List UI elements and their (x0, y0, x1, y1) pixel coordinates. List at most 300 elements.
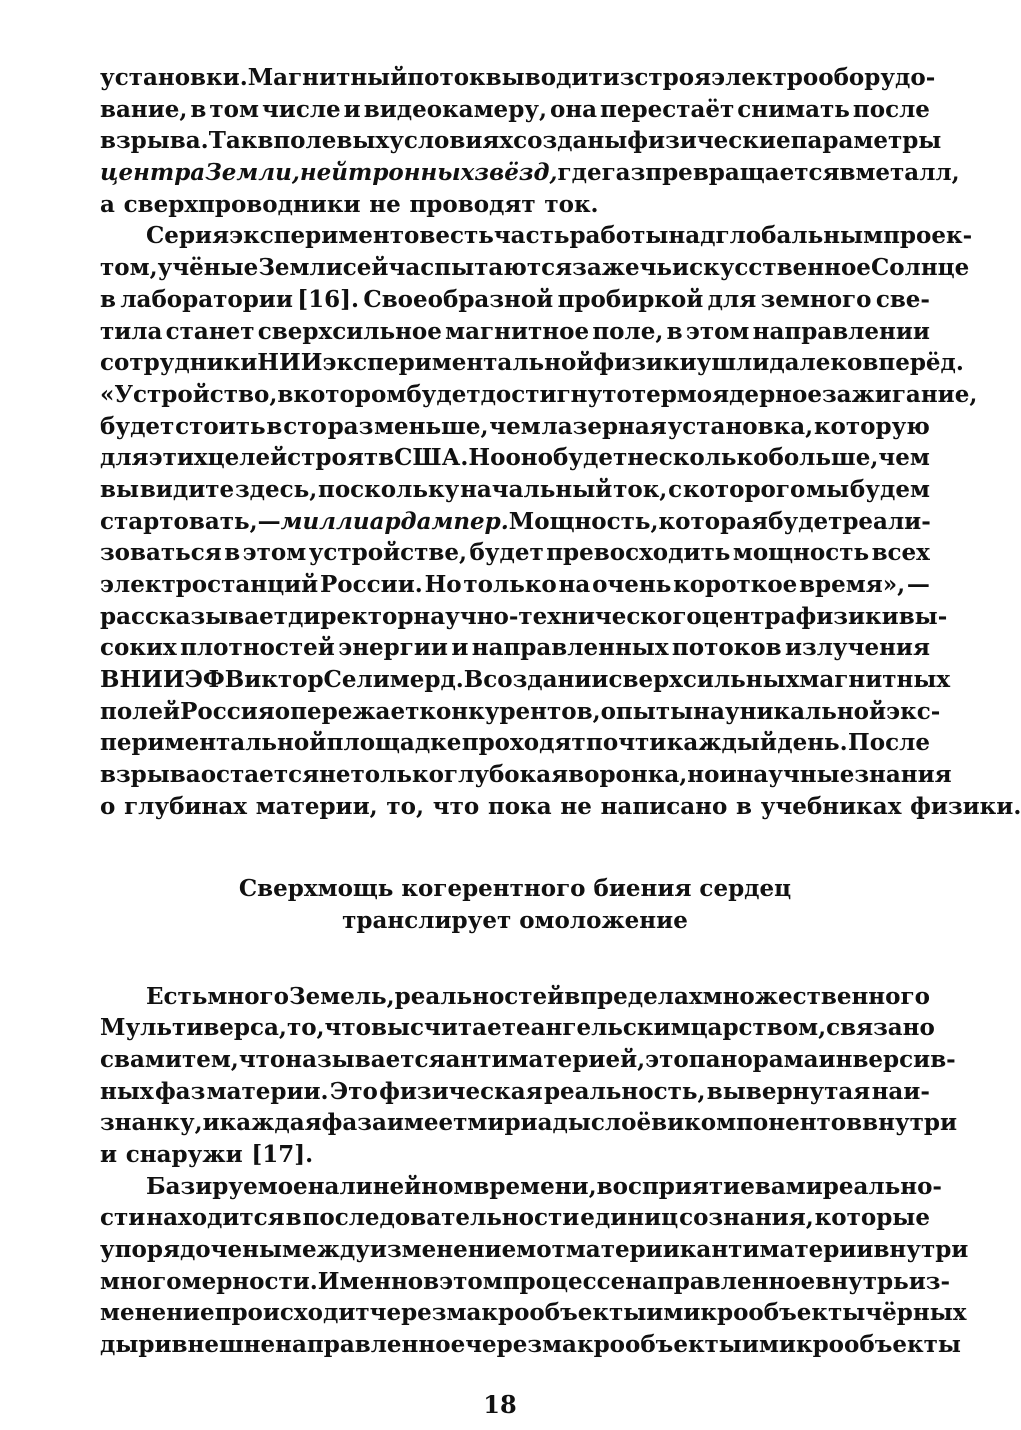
word: вы- (898, 602, 948, 630)
word: будет (552, 444, 628, 472)
word: проводят (409, 190, 536, 218)
word: единиц (580, 1204, 679, 1232)
word: к (679, 1236, 697, 1263)
word: вами (754, 1172, 823, 1200)
emphasized-word: ампер. (416, 507, 509, 535)
word: Солнце (870, 254, 970, 282)
word: сверхпроводники (123, 190, 361, 218)
text-line (100, 1107, 958, 1139)
text-line (100, 94, 930, 126)
word: пока (487, 792, 552, 820)
word: электрооборудо- (711, 64, 936, 91)
word: о (100, 792, 116, 820)
word: этом (242, 539, 307, 567)
word: лаборатории (120, 285, 293, 313)
page-body (100, 62, 1021, 1361)
word: будет (406, 380, 481, 408)
word: в (666, 317, 683, 345)
word: после (852, 95, 930, 123)
page-number: 18 (483, 1390, 517, 1419)
word: в (285, 1204, 302, 1232)
section-heading (100, 873, 930, 937)
word: металл, (855, 159, 960, 187)
word: взрыва. (100, 127, 209, 155)
word: России. (320, 571, 423, 598)
paragraph (100, 220, 1021, 822)
word: на (558, 571, 591, 598)
word: в (736, 792, 753, 820)
word: дыр (100, 1331, 155, 1359)
word: в (839, 159, 856, 187)
word: периментальной (100, 729, 327, 757)
word: создании (483, 666, 609, 694)
word: Магнитный (247, 64, 408, 91)
text-line (100, 284, 930, 316)
text-line (100, 125, 942, 157)
word: оно (505, 444, 553, 472)
word: экспериментальной (322, 349, 594, 377)
word: чем (489, 412, 541, 440)
word: вы (100, 475, 140, 503)
word: с (100, 1045, 115, 1073)
word: меньше, (374, 412, 489, 440)
text-line (100, 1076, 930, 1108)
word: она (549, 95, 598, 123)
word: — (906, 571, 930, 598)
word: проек- (883, 222, 973, 250)
word: направленное (275, 1331, 466, 1359)
word: проходят (461, 729, 586, 757)
word: поскольку (317, 475, 460, 503)
word: сознания, (679, 1204, 814, 1232)
word: площадке (326, 729, 462, 757)
word: глубокая (443, 761, 569, 789)
word: ток. (544, 190, 599, 218)
word: линейном (339, 1172, 474, 1200)
word: Так (208, 127, 258, 155)
word: имеет (386, 1109, 468, 1137)
word: сто (283, 412, 327, 440)
word: из- (908, 1267, 951, 1295)
word: реально- (822, 1172, 942, 1200)
word: зажечь (572, 254, 673, 282)
word: между (282, 1236, 370, 1263)
text-line (100, 537, 930, 569)
word: для (100, 444, 149, 472)
word: пробиркой (557, 285, 704, 313)
word: только (463, 571, 557, 598)
word: считаете (410, 1014, 531, 1042)
word: плотностей (180, 634, 335, 662)
text-line (100, 727, 930, 759)
word: антиматерии (696, 1236, 874, 1263)
text-line (100, 347, 964, 379)
word: том (209, 95, 259, 123)
emphasized-word: звёзд, (474, 159, 558, 187)
word: све- (875, 285, 930, 313)
word: директор (288, 602, 414, 630)
word: воронка, (568, 761, 688, 789)
word: изменением (369, 1236, 537, 1263)
word: далеко (769, 349, 863, 377)
word: Селимерд. (323, 666, 464, 694)
word: будет (469, 539, 544, 567)
word: то, (286, 1014, 325, 1042)
word: многомерности. (100, 1267, 318, 1295)
word: фаза (321, 1109, 387, 1137)
word: Серия (146, 222, 230, 250)
word: экс- (886, 697, 941, 725)
word: Базируемое (146, 1172, 308, 1200)
text-line (100, 220, 973, 252)
text-line (100, 981, 930, 1013)
word: поток (407, 64, 486, 91)
word: реальность, (543, 1077, 706, 1105)
word: энергии (338, 634, 448, 662)
paragraph (100, 62, 960, 220)
word: выводит (485, 64, 603, 91)
word: ВНИИЭФ (100, 666, 225, 694)
word: глобальным (715, 222, 884, 250)
word: множественного (702, 982, 930, 1010)
emphasized-word: миллиард (280, 507, 417, 535)
word: работы (569, 222, 669, 250)
word: макрообъекты (542, 1331, 742, 1359)
word: в (378, 444, 395, 472)
text-line (100, 316, 930, 348)
text-line (100, 1329, 961, 1361)
word: [17]. (251, 1140, 314, 1168)
word: менение (100, 1299, 215, 1327)
word: вперёд. (862, 349, 964, 377)
word: сверхсильных (608, 666, 800, 694)
word: Но (424, 571, 462, 598)
word: знанку, (100, 1109, 203, 1137)
word: излучения (784, 634, 930, 662)
word: не (319, 761, 351, 789)
word: это (645, 1045, 689, 1073)
word: материи (565, 1236, 680, 1263)
word: на (693, 697, 725, 725)
word: очень (592, 571, 672, 598)
word: зоваться (100, 539, 222, 567)
word: будет (100, 412, 175, 440)
word: Есть (146, 982, 208, 1010)
word: США. (394, 444, 469, 472)
word: «Устройство, (100, 380, 278, 408)
word: строя (634, 64, 712, 91)
word: Мультиверса, (100, 1014, 287, 1042)
word: инверсив- (818, 1045, 956, 1073)
word: внутри (862, 1109, 958, 1137)
word: последовательности (302, 1204, 580, 1232)
word: сотрудники (100, 349, 258, 377)
word: центра (701, 602, 796, 630)
word: ток, (613, 475, 668, 503)
word: направленное (625, 1267, 816, 1295)
word: магнитных (799, 666, 951, 694)
word: внутрь (815, 1267, 909, 1295)
word: том, (100, 254, 158, 282)
word: процессе (502, 1267, 626, 1295)
word: реали- (842, 507, 931, 535)
word: направлении (752, 317, 930, 345)
text-line (100, 664, 951, 696)
word: остается (200, 761, 320, 789)
word: но (687, 761, 720, 789)
word: реальностей (394, 982, 565, 1010)
word: электростанций (100, 571, 319, 598)
word: называется (285, 1045, 446, 1073)
word: лазерная (541, 412, 667, 440)
word: котором (293, 380, 407, 408)
heading-line: транслирует омоложение (342, 906, 688, 934)
word: и (343, 95, 361, 123)
word: искусственное (672, 254, 871, 282)
text-line (100, 1234, 969, 1266)
word: опережает (274, 697, 420, 725)
word: которая (658, 507, 769, 535)
word: физическая (379, 1077, 543, 1105)
text-line (100, 759, 952, 791)
word: упорядочены (100, 1236, 283, 1263)
word: условиях (389, 127, 514, 155)
word: установка, (667, 412, 814, 440)
word: учёные (157, 254, 259, 282)
word: больше, (768, 444, 879, 472)
text-line (100, 411, 930, 443)
word: конкурентов, (419, 697, 601, 725)
word: в (423, 1267, 440, 1295)
word: физические (627, 127, 791, 155)
text-line (100, 569, 930, 601)
text-line (100, 157, 960, 189)
word: а (100, 190, 115, 218)
word: время», (799, 571, 906, 598)
word: в (564, 982, 581, 1010)
word: и (719, 761, 737, 789)
word: После (848, 729, 930, 757)
word: пределах (580, 982, 703, 1010)
word: в (224, 539, 241, 567)
word: рассказывает (100, 602, 289, 630)
text-line (100, 1297, 967, 1329)
text-line (100, 1202, 930, 1234)
word: что (324, 1014, 371, 1042)
word: короткое (673, 571, 798, 598)
word: Мощность, (508, 507, 659, 535)
word: стартовать, (100, 507, 258, 535)
word: созданы (513, 127, 628, 155)
word: тем, (181, 1045, 239, 1073)
word: глубинах (124, 792, 247, 820)
word: времени, (473, 1172, 597, 1200)
word: находится (146, 1204, 285, 1232)
text-line (100, 1044, 956, 1076)
word: слоёв (590, 1109, 668, 1137)
text-line (100, 442, 930, 474)
word: то, (386, 792, 425, 820)
word: знания (854, 761, 952, 789)
text-line (100, 1012, 935, 1044)
word: сти (100, 1204, 146, 1232)
word: устройстве, (308, 539, 468, 567)
word: вывернутая (706, 1077, 871, 1105)
word: достигнуто (480, 380, 632, 408)
text-line (100, 791, 1021, 823)
word: антиматерией, (445, 1045, 646, 1073)
word: вами (114, 1045, 182, 1073)
word: учебниках (760, 792, 902, 820)
word: научные (736, 761, 855, 789)
word: компонентов (684, 1109, 863, 1137)
word: связано (826, 1014, 935, 1042)
word: через (369, 1299, 447, 1327)
text-line (100, 474, 930, 506)
word: которого (682, 475, 806, 503)
text-line (100, 189, 930, 221)
word: тила (100, 317, 163, 345)
word: не (369, 190, 401, 218)
word: этом (685, 317, 750, 345)
word: термоядерное (631, 380, 822, 408)
word: над (668, 222, 716, 250)
word: начальный (460, 475, 613, 503)
word: вы (370, 1014, 411, 1042)
word: с (668, 475, 683, 503)
word: сверхсильное (257, 317, 442, 345)
word: раз (327, 412, 374, 440)
word: Виктор (224, 666, 324, 694)
word: Именно (317, 1267, 424, 1295)
word: физики. (910, 792, 1021, 820)
text-line (100, 601, 948, 633)
text-line (100, 1171, 942, 1203)
word: полей (100, 697, 181, 725)
word: магнитное (445, 317, 590, 345)
text-line (100, 506, 930, 538)
word: что (432, 792, 480, 820)
word: параметры (790, 127, 942, 155)
paragraph (100, 981, 958, 1171)
word: научно-технического (413, 602, 702, 630)
word: и (667, 1109, 685, 1137)
text-line (100, 1139, 930, 1171)
word: ных (100, 1077, 154, 1105)
word: НИИ (257, 349, 323, 377)
word: восприятие (596, 1172, 755, 1200)
word: почти (586, 729, 667, 757)
word: панорама (688, 1045, 819, 1073)
word: где (557, 159, 602, 187)
word: в (190, 95, 207, 123)
emphasized-word: центра (100, 159, 206, 187)
word: будет (768, 507, 843, 535)
word: только (350, 761, 444, 789)
word: Своеобразной (363, 285, 554, 313)
word: взрыва (100, 761, 201, 789)
word: написано (600, 792, 728, 820)
word: этих (148, 444, 208, 472)
word: уникальной (724, 697, 887, 725)
word: в (100, 285, 116, 313)
word: сейчас (342, 254, 435, 282)
word: превращается (645, 159, 840, 187)
word: Россия (180, 697, 275, 725)
word: установки. (100, 64, 248, 91)
word: В (463, 666, 484, 694)
word: много (207, 982, 289, 1010)
word: перестаёт (600, 95, 735, 123)
word: строят (287, 444, 379, 472)
word: фаз (154, 1077, 206, 1105)
text-line (100, 696, 941, 728)
text-line (100, 62, 936, 94)
word: каждая (219, 1109, 322, 1137)
word: материи. (206, 1077, 329, 1105)
word: станет (165, 317, 255, 345)
word: материи, (255, 792, 378, 820)
word: физики (795, 602, 899, 630)
word: царством, (690, 1014, 827, 1042)
word: ушли (696, 349, 770, 377)
word: в (266, 412, 283, 440)
word: микрообъекты (663, 1299, 866, 1327)
word: числе (261, 95, 341, 123)
text-line (100, 632, 930, 664)
word: и (154, 1331, 172, 1359)
word: этом (439, 1267, 503, 1295)
word: часть (493, 222, 570, 250)
word: мы (806, 475, 850, 503)
word: не (560, 792, 592, 820)
word: соких (100, 634, 177, 662)
word: мириады (467, 1109, 591, 1137)
word: в (257, 127, 274, 155)
word: есть (435, 222, 494, 250)
word: микрообъекты (758, 1331, 961, 1359)
word: каждый (666, 729, 777, 757)
word: земного (760, 285, 872, 313)
word: снимать (737, 95, 850, 123)
word: стоить (175, 412, 266, 440)
word: мощность (732, 539, 870, 567)
word: чем (878, 444, 930, 472)
word: которую (813, 412, 930, 440)
word: здесь, (234, 475, 318, 503)
heading-line: Сверхмощь когерентного биения сердец (238, 874, 792, 902)
word: вание, (100, 95, 188, 123)
word: в (277, 380, 294, 408)
word: целей (207, 444, 288, 472)
text-line (100, 252, 970, 284)
word: всех (871, 539, 930, 567)
word: зажигание, (821, 380, 978, 408)
word: ангельским (530, 1014, 691, 1042)
word: чёрных (865, 1299, 967, 1327)
word: пытаются (434, 254, 573, 282)
word: Земель, (289, 982, 395, 1010)
word: наи- (871, 1077, 930, 1105)
word: макрообъекты (446, 1299, 647, 1327)
word: и (646, 1299, 664, 1327)
word: видите (139, 475, 235, 503)
word: экспериментов (229, 222, 436, 250)
word: поле, (592, 317, 664, 345)
word: день. (777, 729, 848, 757)
word: [16]. (297, 285, 360, 313)
word: полевых (273, 127, 390, 155)
